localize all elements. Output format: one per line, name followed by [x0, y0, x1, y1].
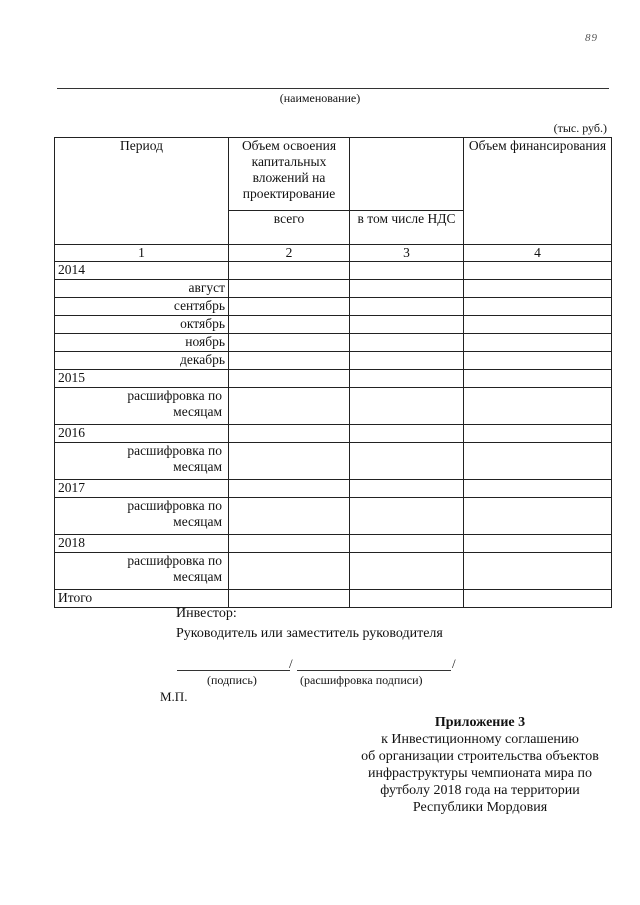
- value-cell: [464, 480, 612, 498]
- value-cell: [464, 425, 612, 443]
- value-cell: [464, 590, 612, 608]
- investor-block: [176, 604, 443, 644]
- appendix-heading: [330, 714, 630, 816]
- table-row: [55, 443, 612, 480]
- table-row: [55, 480, 612, 498]
- value-cell: [229, 334, 350, 352]
- value-cell: [350, 298, 464, 316]
- row-label: 2016: [55, 425, 229, 443]
- col-number-2: 2: [229, 245, 350, 262]
- table-row: [55, 535, 612, 553]
- value-cell: [350, 443, 464, 480]
- value-cell: [229, 425, 350, 443]
- seal-label: М.П.: [160, 689, 188, 704]
- value-cell: [464, 298, 612, 316]
- value-cell: [464, 262, 612, 280]
- value-cell: [229, 280, 350, 298]
- page-number: 89: [585, 32, 598, 44]
- appendix-title: Приложение 3: [434, 715, 526, 730]
- row-label: сентябрь: [55, 298, 229, 316]
- row-label: 2017: [55, 480, 229, 498]
- value-cell: [229, 443, 350, 480]
- header-vat: в том числе НДС: [350, 211, 464, 245]
- header-capital: Объем освоения капитальных вложений на проектирование: [229, 138, 350, 211]
- value-cell: [229, 388, 350, 425]
- value-cell: [229, 316, 350, 334]
- col-number-1: 1: [55, 245, 229, 262]
- appendix-line: Республики Мордовия: [412, 800, 548, 815]
- value-cell: [350, 316, 464, 334]
- value-cell: [464, 553, 612, 590]
- table-row: [55, 262, 612, 280]
- value-cell: [350, 535, 464, 553]
- signature-line: [177, 670, 290, 671]
- value-cell: [350, 425, 464, 443]
- value-cell: [229, 498, 350, 535]
- value-cell: [350, 280, 464, 298]
- table-row: [55, 298, 612, 316]
- header-blank: [350, 138, 464, 211]
- row-label: ноябрь: [55, 334, 229, 352]
- table-row: [55, 280, 612, 298]
- investor-label: Инвестор:: [176, 606, 237, 621]
- unit-label: (тыс. руб.): [553, 121, 607, 135]
- value-cell: [229, 352, 350, 370]
- value-cell: [464, 316, 612, 334]
- row-label: 2015: [55, 370, 229, 388]
- value-cell: [350, 388, 464, 425]
- table-row: [55, 352, 612, 370]
- table-row: [55, 388, 612, 425]
- col-number-4: 4: [464, 245, 612, 262]
- name-caption: (наименование): [279, 91, 361, 105]
- row-label: октябрь: [55, 316, 229, 334]
- value-cell: [350, 370, 464, 388]
- name-line: [57, 88, 609, 89]
- value-cell: [350, 480, 464, 498]
- value-cell: [229, 535, 350, 553]
- appendix-line: инфраструктуры чемпионата мира по: [367, 766, 593, 781]
- row-label: декабрь: [55, 352, 229, 370]
- appendix-line: об организации строительства объектов: [361, 749, 599, 764]
- header-financing: Объем финансирования: [464, 138, 612, 245]
- table-row: [55, 425, 612, 443]
- decoding-line: [297, 670, 451, 671]
- row-label: 2018: [55, 535, 229, 553]
- value-cell: [464, 370, 612, 388]
- table-row: [55, 334, 612, 352]
- table-row: [55, 498, 612, 535]
- value-cell: [464, 498, 612, 535]
- row-label: Итого: [55, 590, 229, 608]
- value-cell: [229, 480, 350, 498]
- decoding-caption: (расшифровка подписи): [300, 673, 423, 687]
- signature-caption: (подпись): [207, 673, 257, 687]
- row-label: август: [55, 280, 229, 298]
- signature-slash: /: [289, 656, 293, 671]
- value-cell: [229, 262, 350, 280]
- value-cell: [229, 298, 350, 316]
- table-row: [55, 553, 612, 590]
- value-cell: [229, 553, 350, 590]
- table-row: [55, 316, 612, 334]
- appendix-line: футболу 2018 года на территории: [380, 783, 580, 798]
- table-row: [55, 370, 612, 388]
- appendix-line: к Инвестиционному соглашению: [381, 732, 579, 747]
- investment-table: [54, 137, 612, 608]
- value-cell: [350, 334, 464, 352]
- row-label: расшифровка по месяцам: [55, 388, 229, 425]
- value-cell: [229, 370, 350, 388]
- value-cell: [350, 262, 464, 280]
- header-total: всего: [229, 211, 350, 245]
- value-cell: [464, 443, 612, 480]
- col-number-3: 3: [350, 245, 464, 262]
- row-label: 2014: [55, 262, 229, 280]
- row-label: расшифровка по месяцам: [55, 553, 229, 590]
- decoding-slash: /: [452, 656, 456, 671]
- row-label: расшифровка по месяцам: [55, 498, 229, 535]
- value-cell: [464, 388, 612, 425]
- value-cell: [464, 280, 612, 298]
- header-period: Период: [55, 138, 229, 245]
- value-cell: [350, 352, 464, 370]
- investor-role: Руководитель или заместитель руководителя: [176, 626, 443, 641]
- value-cell: [350, 553, 464, 590]
- value-cell: [350, 498, 464, 535]
- row-label: расшифровка по месяцам: [55, 443, 229, 480]
- value-cell: [464, 535, 612, 553]
- value-cell: [464, 352, 612, 370]
- value-cell: [464, 334, 612, 352]
